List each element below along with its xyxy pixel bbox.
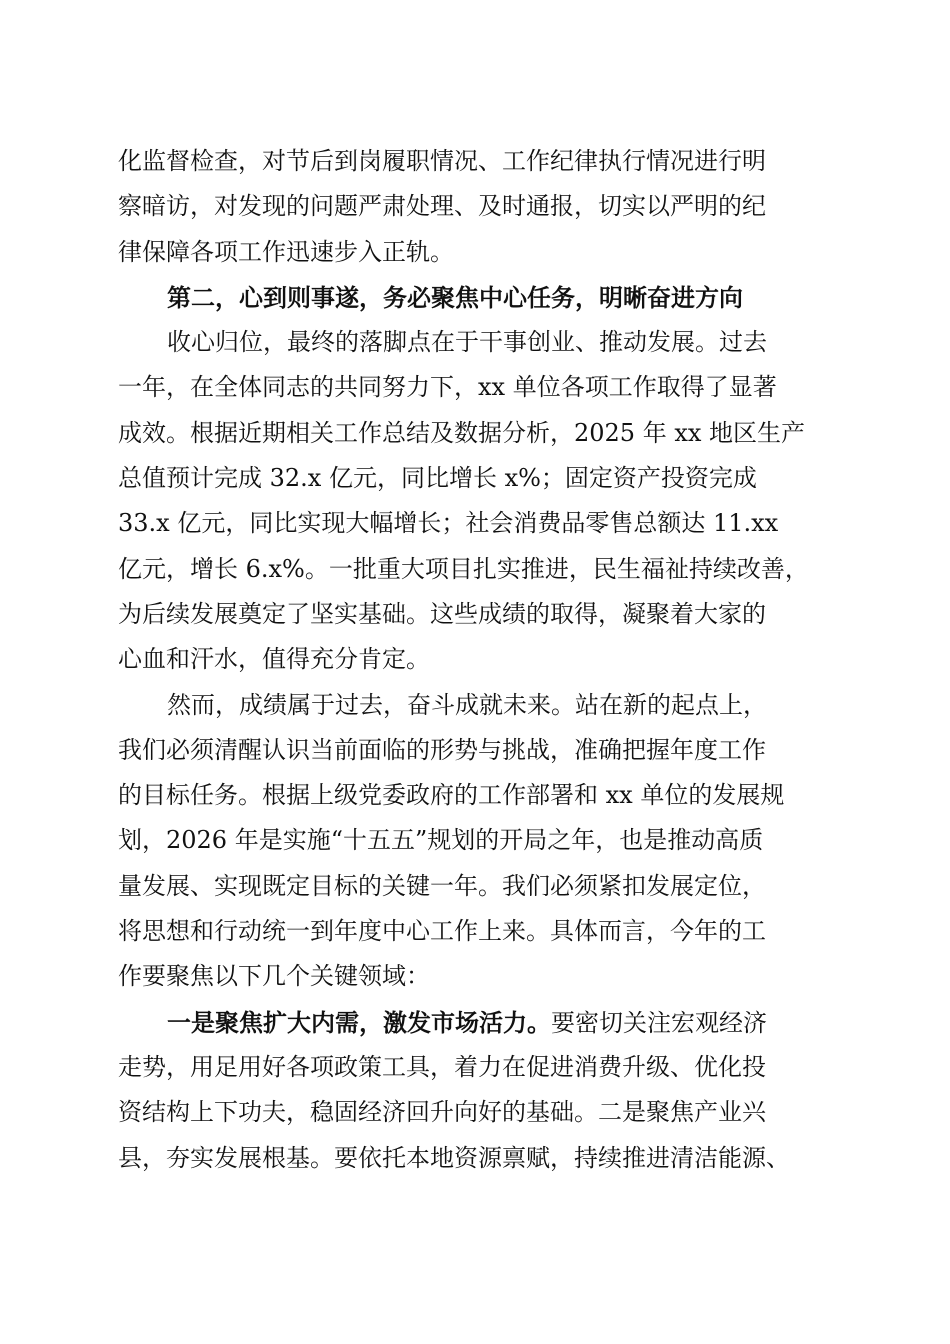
section-heading: 第二，心到则事遂，务必聚焦中心任务，明晰奋进方向 (167, 282, 743, 312)
text-line: 成效。根据近期相关工作总结及数据分析，2025 年 xx 地区生产 (118, 418, 806, 447)
text-line: 量发展、实现既定目标的关键一年。我们必须紧扣发展定位， (118, 871, 766, 900)
text-line: 资结构上下功夫，稳固经济回升向好的基础。二是聚焦产业兴 (118, 1098, 766, 1127)
text-line: 作要聚焦以下几个关键领域： (118, 962, 430, 991)
text-line: 将思想和行动统一到年度中心工作上来。具体而言，今年的工 (118, 917, 766, 946)
text-line: 的目标任务。根据上级党委政府的工作部署和 xx 单位的发展规 (118, 781, 785, 810)
body-text: 要密切关注宏观经济 (551, 1008, 767, 1037)
text-line: 然而，成绩属于过去，奋斗成就未来。站在新的起点上， (167, 690, 767, 719)
text-line: 县，夯实发展根基。要依托本地资源禀赋，持续推进清洁能源、 (118, 1143, 790, 1172)
text-line: 我们必须清醒认识当前面临的形势与挑战，准确把握年度工作 (118, 735, 766, 764)
text-line: 律保障各项工作迅速步入正轨。 (118, 237, 454, 266)
text-line-mixed (118, 1000, 828, 1045)
text-line: 为后续发展奠定了坚实基础。这些成绩的取得，凝聚着大家的 (118, 599, 766, 628)
text-line: 心血和汗水，值得充分肯定。 (118, 645, 430, 674)
text-line: 亿元，增长 6.x%。一批重大项目扎实推进，民生福祉持续改善， (118, 554, 809, 583)
text-line: 总值预计完成 32.x 亿元，同比增长 x%；固定资产投资完成 (118, 464, 757, 493)
document-body (118, 139, 828, 1181)
text-line: 收心归位，最终的落脚点在于干事创业、推动发展。过去 (167, 328, 767, 357)
text-line: 划，2026 年是实施“十五五”规划的开局之年，也是推动高质 (118, 826, 764, 855)
emphasis-text: 一是聚焦扩大内需，激发市场活力。 (167, 1007, 551, 1037)
text-line: 一年，在全体同志的共同努力下，xx 单位各项工作取得了显著 (118, 373, 777, 402)
text-line: 察暗访，对发现的问题严肃处理、及时通报，切实以严明的纪 (118, 192, 766, 221)
text-line: 走势，用足用好各项政策工具，着力在促进消费升级、优化投 (118, 1052, 766, 1081)
text-line: 化监督检查，对节后到岗履职情况、工作纪律执行情况进行明 (118, 147, 766, 175)
text-line: 33.x 亿元，同比实现大幅增长；社会消费品零售总额达 11.xx (118, 509, 779, 538)
